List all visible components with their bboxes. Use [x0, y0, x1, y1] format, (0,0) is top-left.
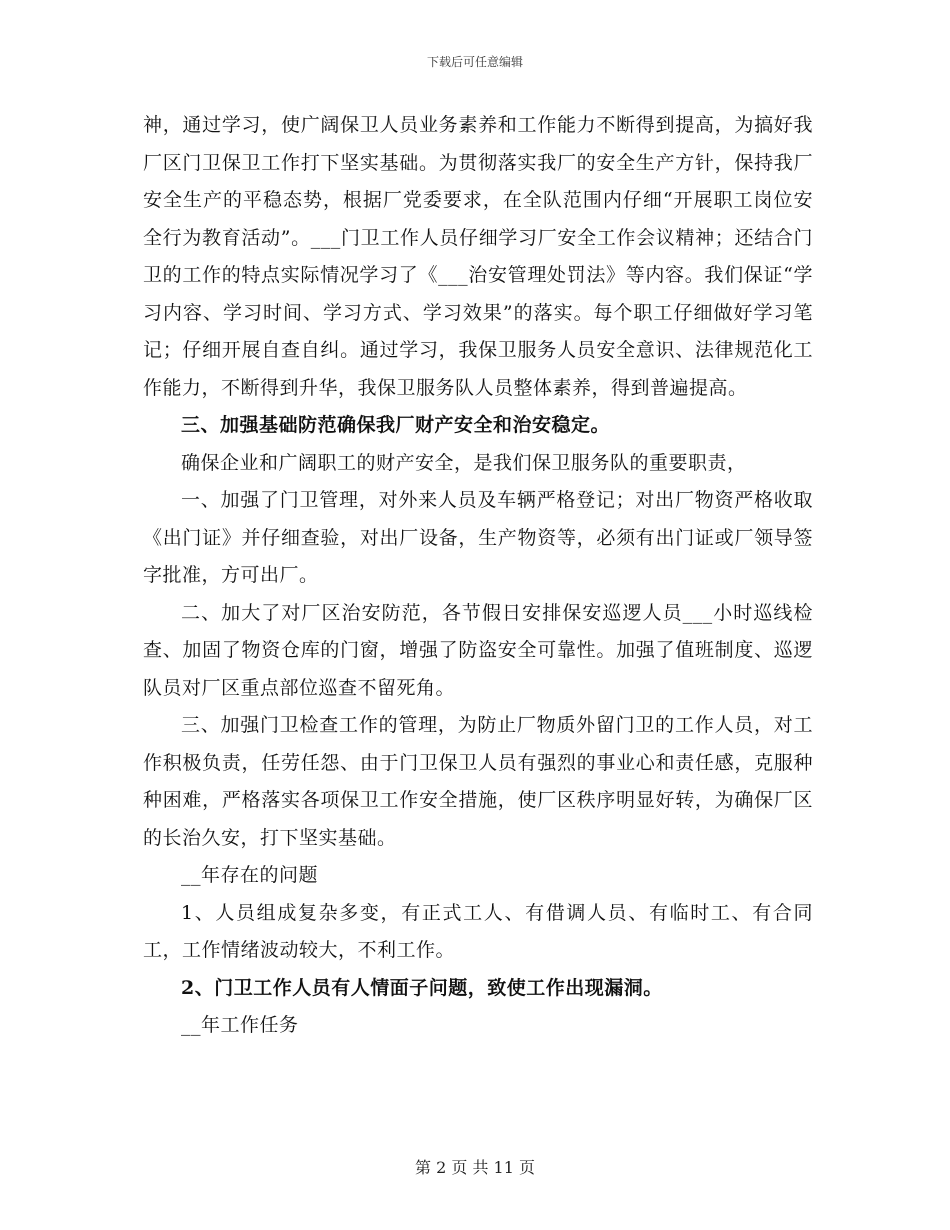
section-heading-3: 三、加强基础防范确保我厂财产安全和治安稳定。 — [181, 414, 611, 436]
subheading-problems: __年存在的问题 — [181, 864, 319, 886]
paragraph-item-1: 一、加强了门卫管理，对外来人员及车辆严格登记；对出厂物资严格收取《出门证》并仔细查验，对出厂设备，生产物资等，必须有出门证或厂领导签字批准，方可出厂。 — [143, 489, 813, 586]
page-header: 下载后可任意编辑 — [426, 55, 523, 69]
problem-2: 2、门卫工作人员有人情面子问题，致使工作出现漏洞。 — [181, 976, 663, 999]
document-body — [143, 107, 813, 1045]
paragraph-item-3: 三、加强门卫检查工作的管理，为防止厂物质外留门卫的工作人员，对工作积极负责，任劳任怨、由于门卫保卫人员有强烈的事业心和责任感，克服种种困难，严格落实各项保卫工作安全措施，使厂区秩序明显好转，为确保厂区的长治久安，打下坚实基础。 — [143, 714, 813, 849]
page-footer: 第 2 页 共 11 页 — [415, 1158, 535, 1177]
subheading-tasks: __年工作任务 — [181, 1014, 299, 1036]
paragraph-item-2: 二、加大了对厂区治安防范，各节假日安排保安巡逻人员___小时巡线检查、加固了物资仓库的门窗，增强了防盗安全可靠性。加强了值班制度、巡逻队员对厂区重点部位巡查不留死角。 — [143, 601, 813, 699]
paragraph-duty: 确保企业和广阔职工的财产安全，是我们保卫服务队的重要职责， — [181, 451, 747, 474]
problem-1: 1、人员组成复杂多变，有正式工人、有借调人员、有临时工、有合同工，工作情绪波动较大，不利工作。 — [143, 901, 813, 961]
paragraph-study: 神，通过学习，使广阔保卫人员业务素养和工作能力不断得到提高，为搞好我厂区门卫保卫工作打下坚实基础。为贯彻落实我厂的安全生产方针，保持我厂安全生产的平稳态势，根据厂党委要求，在全队范围内仔细“开展职工岗位安全行为教育活动”。___门卫工作人员仔细学习厂安全工作会议精神；还结合门卫的工作的特点实际情况学习了《___治安管理处罚法》等内容。我们保证“学习内容、学习时间、学习方式、学习效果”的落实。每个职工仔细做好学习笔记；仔细开展自查自纠。通过学习，我保卫服务人员安全意识、法律规范化工作能力，不断得到升华，我保卫服务队人员整体素养，得到普遍提高。 — [143, 114, 813, 399]
